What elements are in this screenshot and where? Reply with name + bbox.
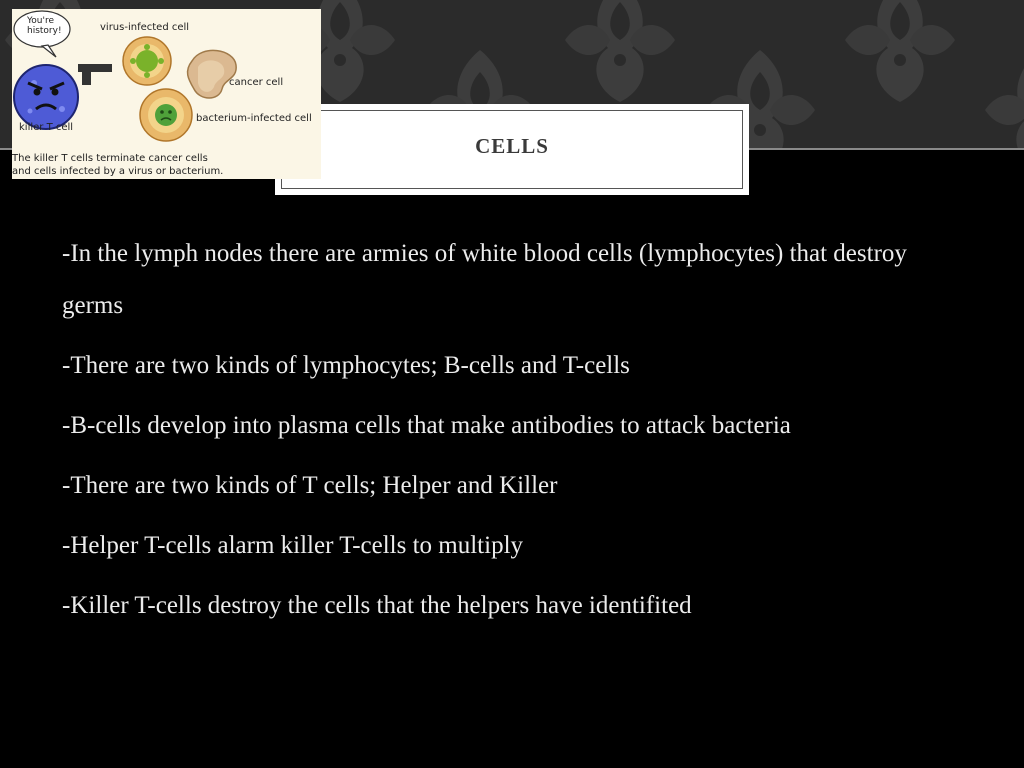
bullet-killer-t-cells: -Killer T-cells destroy the cells that the helpers have identifited [62,592,692,619]
title-box [277,106,747,193]
slide-title: CELLS [475,134,549,158]
killer-t-cell-label: killer T cell [19,122,74,133]
bullet-lymph-nodes: -In the lymph nodes there are armies of white blood cells (lymphocytes) that destroy germs [62,240,907,319]
illustration-caption [12,152,223,178]
bacterium-infected-cell-label: bacterium-infected cell [196,113,312,124]
caption-line-2: and cells infected by a virus or bacterium. [12,166,224,177]
gun-icon [78,64,112,85]
bacterium-infected-cell-icon [140,89,192,141]
bullet-list [62,228,962,640]
cancer-cell-icon [188,50,237,98]
speech-bubble-text: You're history! [27,16,62,36]
bullet-lymphocyte-kinds: -There are two kinds of lymphocytes; B-cells and T-cells [62,352,630,379]
bullet-b-cells: -B-cells develop into plasma cells that make antibodies to attack bacteria [62,412,791,439]
bullet-t-cell-kinds: -There are two kinds of T cells; Helper and Killer [62,472,558,499]
killer-t-cell-icon [14,65,78,129]
cancer-cell-label: cancer cell [229,77,284,88]
virus-infected-cell-label: virus-infected cell [100,22,190,33]
killer-t-cell-illustration [12,9,321,179]
bullet-helper-t-cells: -Helper T-cells alarm killer T-cells to multiply [62,532,524,559]
caption-line-1: The killer T cells terminate cancer cells [12,153,208,164]
virus-infected-cell-icon [123,37,171,85]
